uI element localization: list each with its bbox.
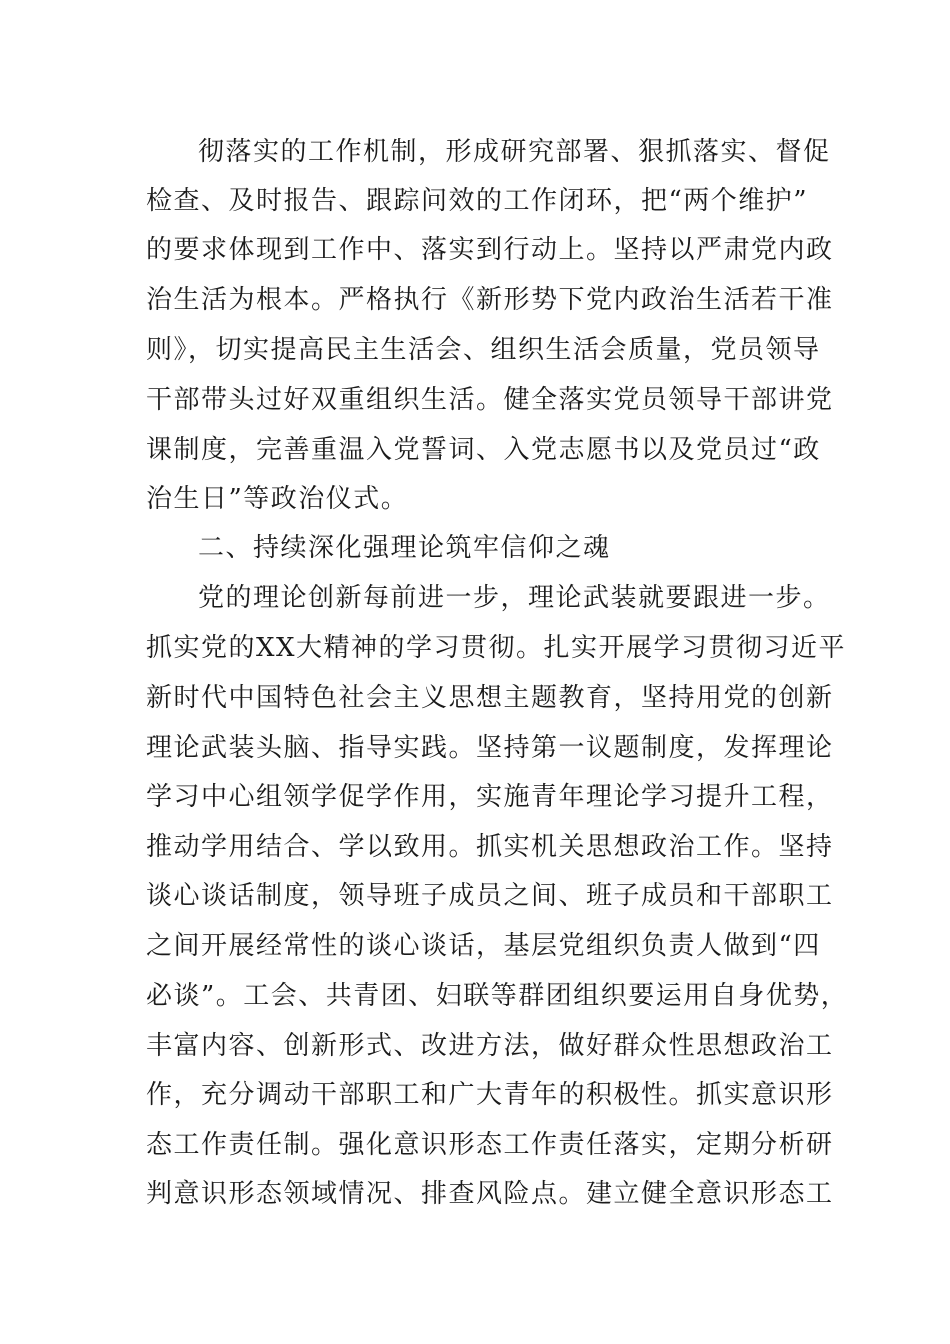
text-line: 党的理论创新每前进一步，理论武装就要跟进一步。: [198, 583, 831, 613]
text-line: 态工作责任制。强化意识形态工作责任落实，定期分析研: [146, 1130, 834, 1160]
text-line: 的要求体现到工作中、落实到行动上。坚持以严肃党内政: [146, 235, 834, 265]
text-line: 推动学用结合、学以致用。抓实机关思想政治工作。坚持: [146, 832, 834, 862]
text-line: 抓实党的XX大精神的学习贯彻。扎实开展学习贯彻习近平: [146, 633, 847, 663]
text-line: 彻落实的工作机制，形成研究部署、狠抓落实、督促: [198, 137, 831, 167]
text-line: 新时代中国特色社会主义思想主题教育，坚持用党的创新: [146, 683, 834, 713]
section-heading: 二、持续深化强理论筑牢信仰之魂: [198, 533, 611, 563]
text-line: 作，充分调动干部职工和广大青年的积极性。抓实意识形: [146, 1080, 834, 1110]
text-line: 则》，切实提高民主生活会、组织生活会质量，党员领导: [146, 335, 821, 365]
text-line: 理论武装头脑、指导实践。坚持第一议题制度，发挥理论: [146, 733, 834, 763]
text-line: 检查、及时报告、跟踪问效的工作闭环，把“两个维护”: [146, 186, 809, 216]
text-line: 必谈”。工会、共青团、妇联等群团组织要运用自身优势，: [146, 981, 849, 1011]
text-line: 干部带头过好双重组织生活。健全落实党员领导干部讲党: [146, 385, 834, 415]
text-line: 治生日”等政治仪式。: [146, 484, 409, 514]
text-line: 丰富内容、创新形式、改进方法，做好群众性思想政治工: [146, 1031, 834, 1061]
text-line: 学习中心组领学促学作用，实施青年理论学习提升工程，: [146, 782, 834, 812]
text-line: 判意识形态领域情况、排查风险点。建立健全意识形态工: [146, 1179, 834, 1209]
text-line: 课制度，完善重温入党誓词、入党志愿书以及党员过“政: [146, 435, 821, 465]
text-line: 之间开展经常性的谈心谈话，基层党组织负责人做到“四: [146, 931, 821, 961]
text-line: 治生活为根本。严格执行《新形势下党内政治生活若干准: [146, 285, 834, 315]
text-line: 谈心谈话制度，领导班子成员之间、班子成员和干部职工: [146, 881, 834, 911]
